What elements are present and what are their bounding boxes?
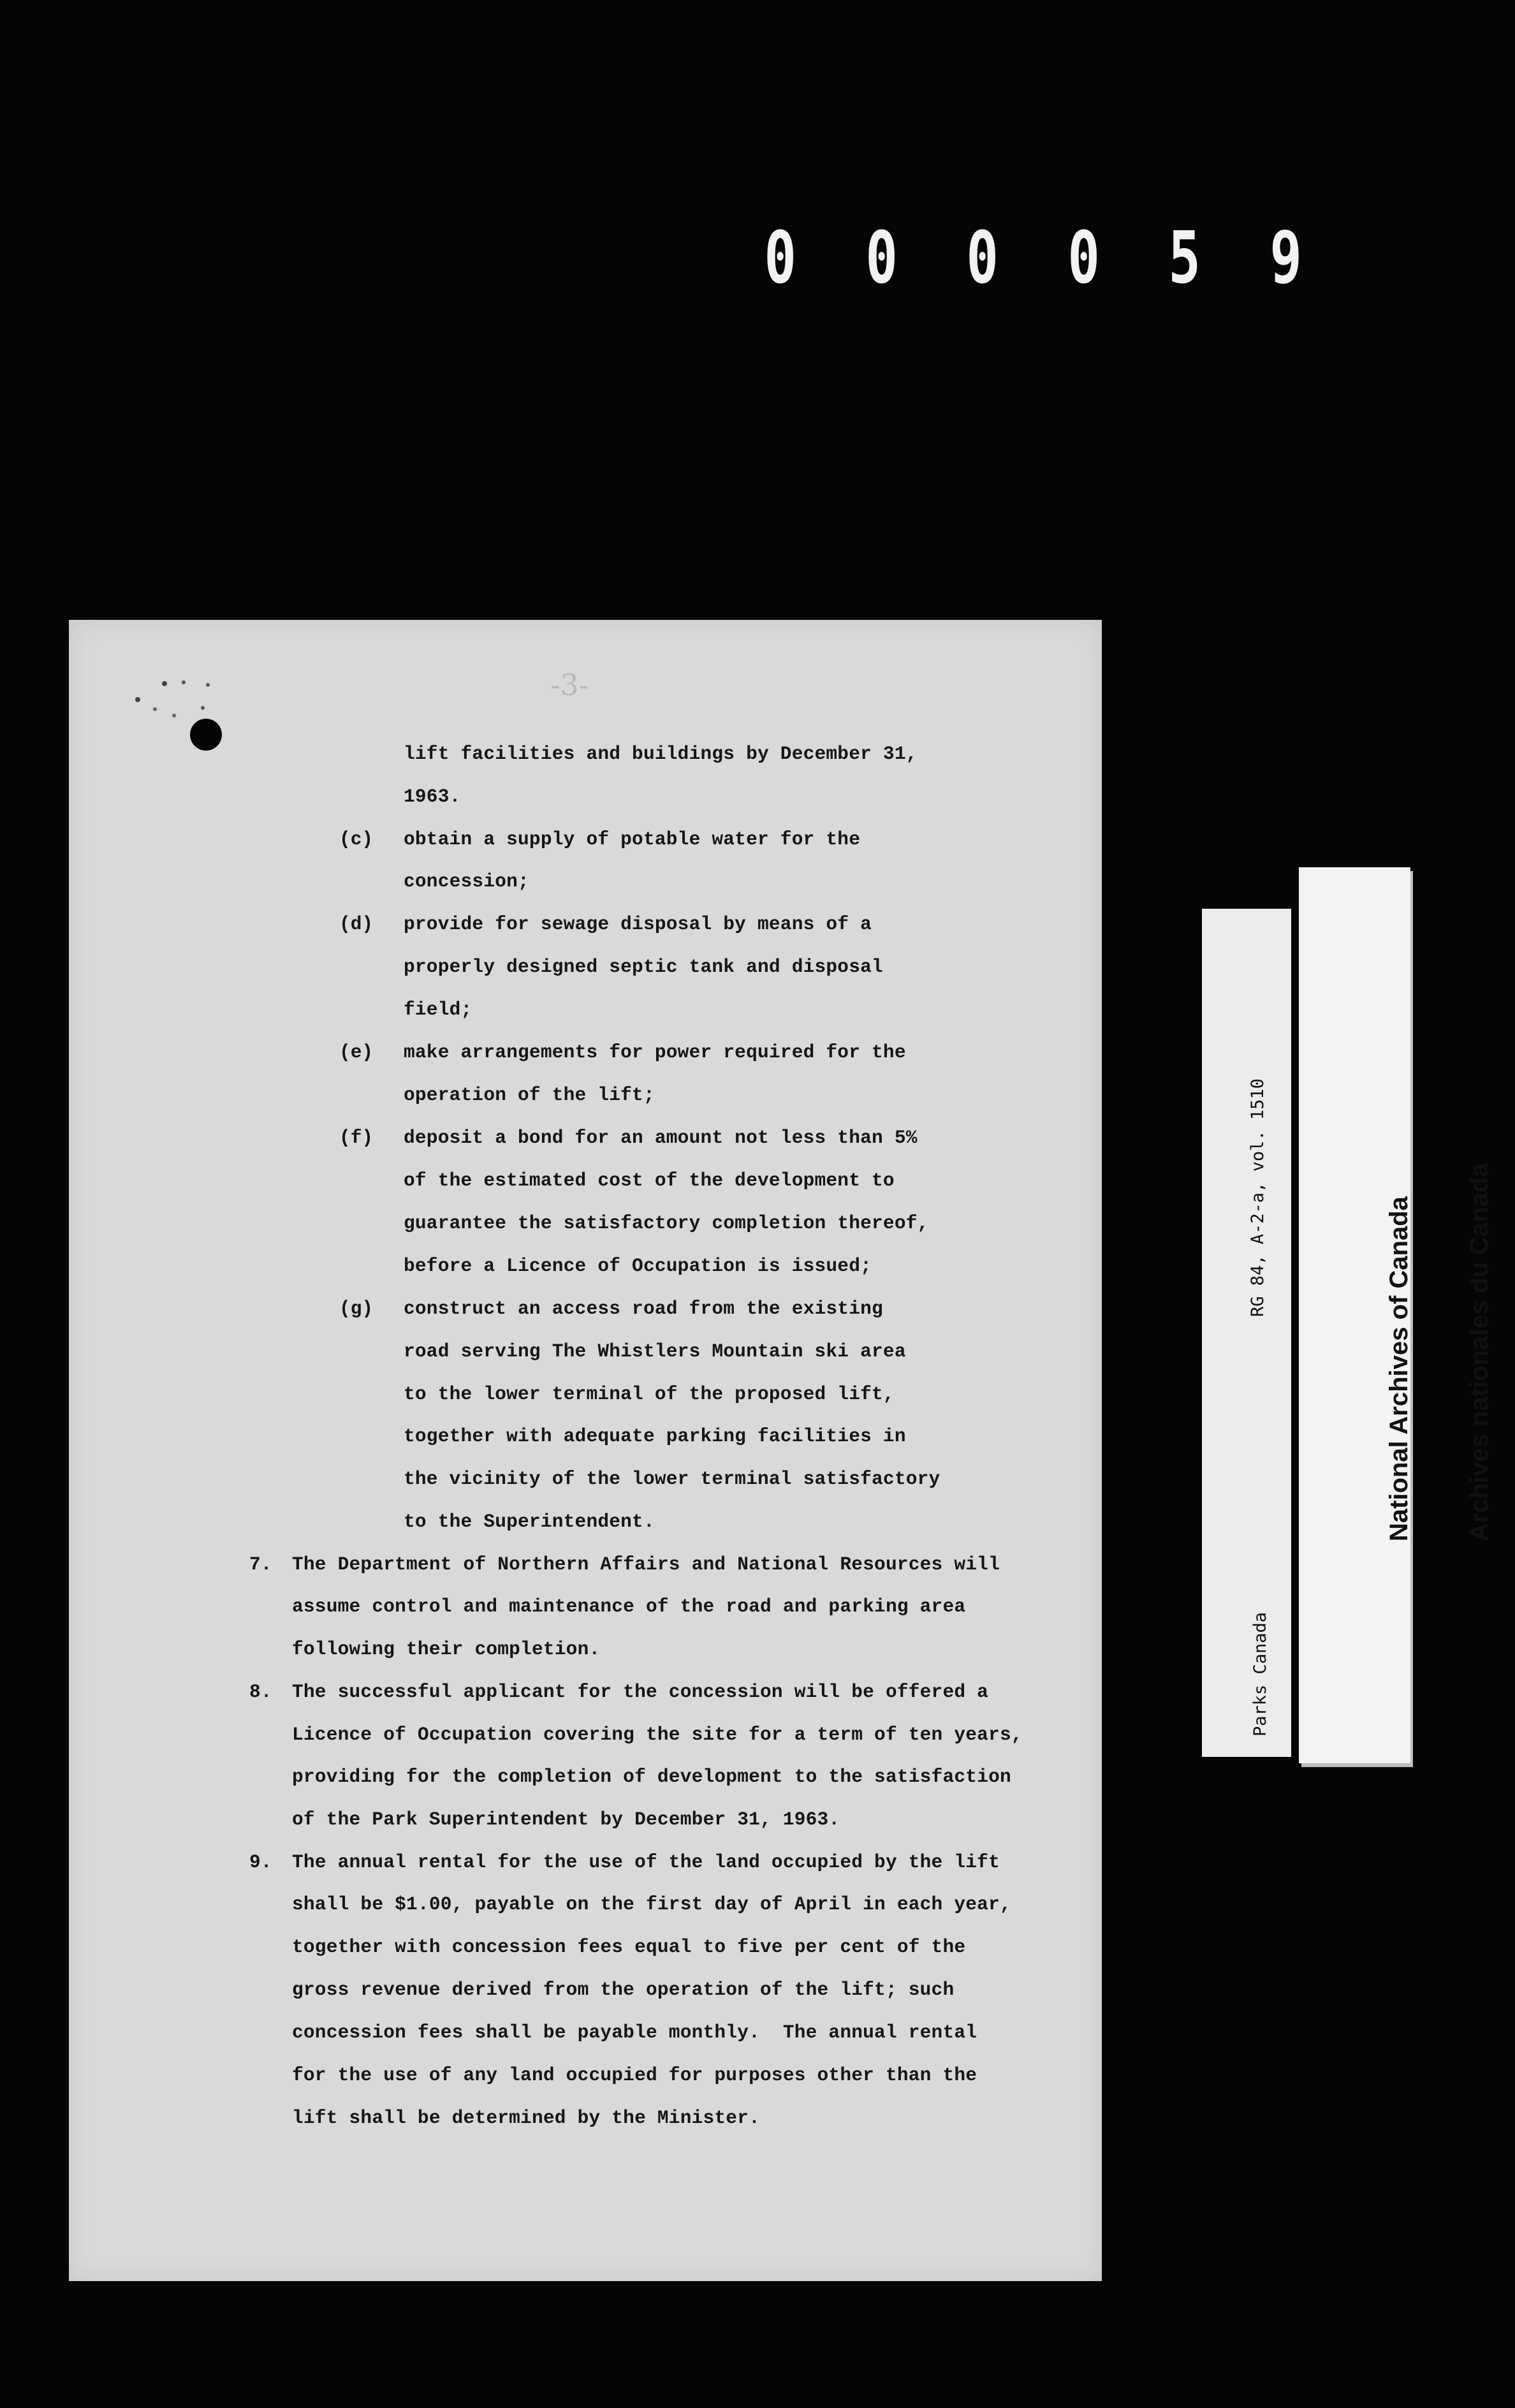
paragraph-number: 9. [249,1851,272,1873]
text-line: provide for sewage disposal by means of a [404,913,872,935]
archives-name [1332,1163,1515,1541]
frame-digit: 9 [1269,217,1302,300]
item-marker: (f) [339,1127,374,1149]
text-line: to the lower terminal of the proposed lift, [404,1383,895,1405]
paragraph-number: 8. [249,1681,272,1703]
item-marker: (e) [339,1041,374,1063]
item-marker: (g) [339,1298,374,1319]
text-line: The successful applicant for the concession will be offered a [292,1681,989,1703]
text-line: guarantee the satisfactory completion thereof, [404,1212,929,1234]
text-line: field; [404,999,472,1020]
reference-line: RG 84, A-2-a, vol. 1510 [1248,1078,1268,1317]
text-line: properly designed septic tank and disposal [404,956,883,978]
document-page [69,620,1102,2281]
frame-digit: 0 [1067,217,1100,300]
text-line: make arrangements for power required for the [404,1041,906,1063]
frame-digit: 0 [865,217,898,300]
text-line: lift facilities and buildings by December 31, [404,743,918,765]
text-line: road serving The Whistlers Mountain ski area [404,1340,906,1362]
page-number: -3- [550,668,589,702]
punch-hole [190,719,222,751]
text-line: concession fees shall be payable monthly. The annual rental [292,2022,977,2043]
text-line: concession; [404,870,529,892]
text-line: shall be $1.00, payable on the first day of April in each year, [292,1893,1011,1915]
text-line: for the use of any land occupied for purposes other than the [292,2064,977,2086]
text-line: together with concession fees equal to five per cent of the [292,1936,966,1958]
text-line: of the Park Superintendent by December 31, 1963. [292,1809,840,1830]
archives-name-line: National Archives of Canada [1385,1196,1413,1541]
text-line: deposit a bond for an amount not less than 5% [404,1127,918,1149]
frame-digit: 5 [1168,217,1201,300]
paragraph-number: 7. [249,1553,272,1575]
text-line: gross revenue derived from the operation of the lift; such [292,1979,955,2001]
text-line: obtain a supply of potable water for the [404,828,861,850]
text-line: the vicinity of the lower terminal satisfactory [404,1468,940,1490]
text-line: The Department of Northern Affairs and National Resources will [292,1553,1000,1575]
item-marker: (c) [339,828,374,850]
archives-name-line: Archives nationales du Canada [1465,1163,1493,1541]
text-line: to the Superintendent. [404,1511,655,1532]
frame-digit: 0 [966,217,999,300]
item-marker: (d) [339,913,374,935]
text-line: The annual rental for the use of the land occupied by the lift [292,1851,1000,1873]
text-line: construct an access road from the existing [404,1298,883,1319]
frame-digit: 0 [764,217,797,300]
text-line: Licence of Occupation covering the site for a term of ten years, [292,1724,1023,1745]
text-line: lift shall be determined by the Minister. [292,2107,761,2129]
text-line: operation of the lift; [404,1084,655,1106]
agency-line: Parks Canada [1250,1611,1270,1736]
text-line: before a Licence of Occupation is issued; [404,1255,872,1277]
text-line: 1963. [404,786,461,807]
archive-reference-label [1202,909,1291,1757]
national-archives-label [1299,867,1493,1763]
text-line: together with adequate parking facilities in [404,1425,906,1447]
frame-number [759,217,1307,300]
text-line: of the estimated cost of the development to [404,1170,895,1191]
text-line: following their completion. [292,1638,601,1660]
text-line: assume control and maintenance of the road and parking area [292,1596,966,1617]
text-line: providing for the completion of development to the satisfaction [292,1766,1011,1788]
